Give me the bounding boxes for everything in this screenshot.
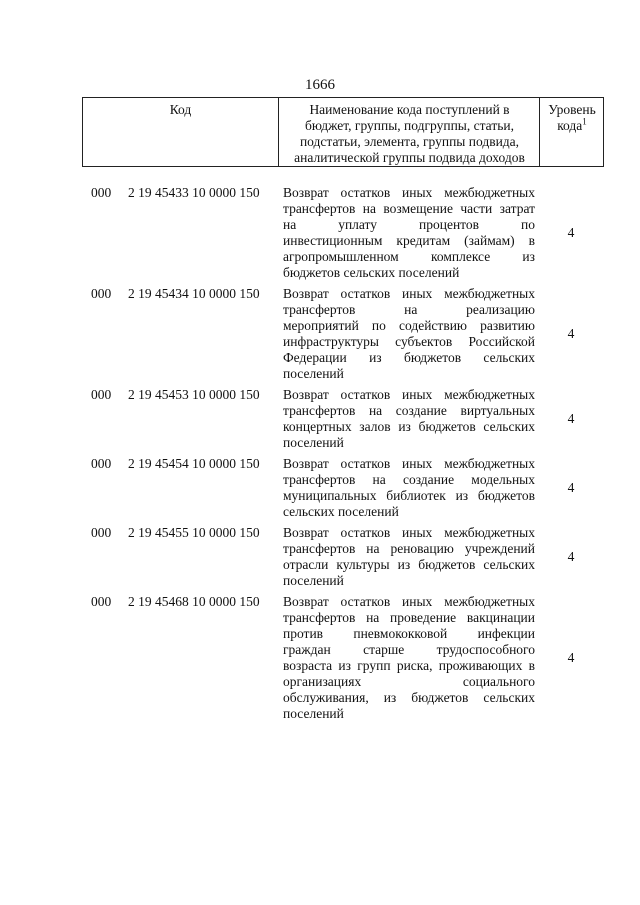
- table-row: [82, 525, 602, 589]
- table-row: [82, 185, 602, 281]
- row-name-line: трансфертов на создание виртуальных: [283, 403, 535, 418]
- row-name-line: отрасли культуры из бюджетов сельских: [283, 557, 535, 572]
- row-name-line: против пневмококковой инфекции: [283, 626, 535, 641]
- row-name-line: на уплату процентов по: [283, 217, 535, 232]
- row-name-line: концертных залов из бюджетов сельских: [283, 419, 535, 434]
- row-admin-code: 000: [91, 594, 112, 609]
- row-admin-code: 000: [91, 286, 112, 301]
- row-name-line: Возврат остатков иных межбюджетных: [283, 594, 535, 609]
- row-name-line: бюджетов сельских поселений: [283, 265, 460, 280]
- row-name-line: Возврат остатков иных межбюджетных: [283, 387, 535, 402]
- row-name-line: трансфертов на создание модельных: [283, 472, 535, 487]
- row-name-line: трансфертов на проведение вакцинации: [283, 610, 535, 625]
- row-income-code: 2 19 45453 10 0000 150: [128, 387, 260, 402]
- row-income-code: 2 19 45434 10 0000 150: [128, 286, 260, 301]
- row-admin-code: 000: [91, 387, 112, 402]
- row-name: [283, 286, 535, 382]
- row-income-code: 2 19 45455 10 0000 150: [128, 525, 260, 540]
- row-name: [283, 456, 535, 520]
- header-level-line2: [541, 118, 603, 134]
- row-admin-code: 000: [91, 185, 112, 200]
- row-name: [283, 387, 535, 451]
- row-name-line: поселений: [283, 573, 344, 588]
- header-level: [541, 98, 603, 166]
- row-name: [283, 594, 535, 722]
- row-level: 4: [567, 650, 575, 665]
- row-name-line: поселений: [283, 366, 344, 381]
- table-row: [82, 594, 602, 722]
- header-name-line: Наименование кода поступлений в: [309, 102, 510, 117]
- row-name-line: поселений: [283, 706, 344, 721]
- row-level: 4: [567, 411, 575, 426]
- row-income-code: 2 19 45433 10 0000 150: [128, 185, 260, 200]
- row-level: 4: [567, 326, 575, 341]
- row-name-line: инвестиционным кредитам (займам) в: [283, 233, 535, 248]
- table-row: [82, 387, 602, 451]
- row-level: 4: [567, 480, 575, 495]
- header-level-line1: Уровень: [548, 102, 596, 117]
- row-name-line: муниципальных библиотек из бюджетов: [283, 488, 535, 503]
- row-name-line: мероприятий по содействию развитию: [283, 318, 535, 333]
- row-level: 4: [567, 225, 575, 240]
- header-name-line: бюджет, группы, подгруппы, статьи,: [305, 118, 514, 133]
- row-name-line: трансфертов на возмещение части затрат: [283, 201, 535, 216]
- row-name-line: поселений: [283, 435, 344, 450]
- row-name-line: Возврат остатков иных межбюджетных: [283, 185, 535, 200]
- row-name-line: агропромышленном комплексе из: [283, 249, 535, 264]
- row-name-line: трансфертов на реновацию учреждений: [283, 541, 535, 556]
- header-level-footnote-mark: 1: [582, 116, 587, 127]
- row-name: [283, 525, 535, 589]
- row-name-line: Возврат остатков иных межбюджетных: [283, 525, 535, 540]
- header-name-line: аналитической группы подвида доходов: [294, 150, 525, 165]
- row-name-line: обслуживания, из бюджетов сельских: [283, 690, 535, 705]
- table-body: [82, 185, 602, 727]
- header-code: Код: [83, 98, 279, 166]
- row-name-line: Федерации из бюджетов сельских: [283, 350, 535, 365]
- row-name-line: сельских поселений: [283, 504, 399, 519]
- row-admin-code: 000: [91, 456, 112, 471]
- row-level: 4: [567, 549, 575, 564]
- row-name-line: граждан старше трудоспособного: [283, 642, 535, 657]
- row-income-code: 2 19 45454 10 0000 150: [128, 456, 260, 471]
- header-name-line: подстатьи, элемента, группы подвида,: [299, 134, 520, 149]
- table-row: [82, 286, 602, 382]
- row-name-line: организациях социального: [283, 674, 535, 689]
- table-row: [82, 456, 602, 520]
- row-name-line: трансфертов на реализацию: [283, 302, 535, 317]
- row-admin-code: 000: [91, 525, 112, 540]
- row-name-line: Возврат остатков иных межбюджетных: [283, 286, 535, 301]
- row-name: [283, 185, 535, 281]
- page-number: 1666: [305, 77, 335, 93]
- row-name-line: инфраструктуры субъектов Российской: [283, 334, 535, 349]
- table-header: [82, 97, 604, 167]
- header-name: [280, 98, 540, 166]
- row-name-line: возраста из групп риска, проживающих в: [283, 658, 535, 673]
- row-income-code: 2 19 45468 10 0000 150: [128, 594, 260, 609]
- header-level-word: кода: [557, 118, 583, 133]
- row-name-line: Возврат остатков иных межбюджетных: [283, 456, 535, 471]
